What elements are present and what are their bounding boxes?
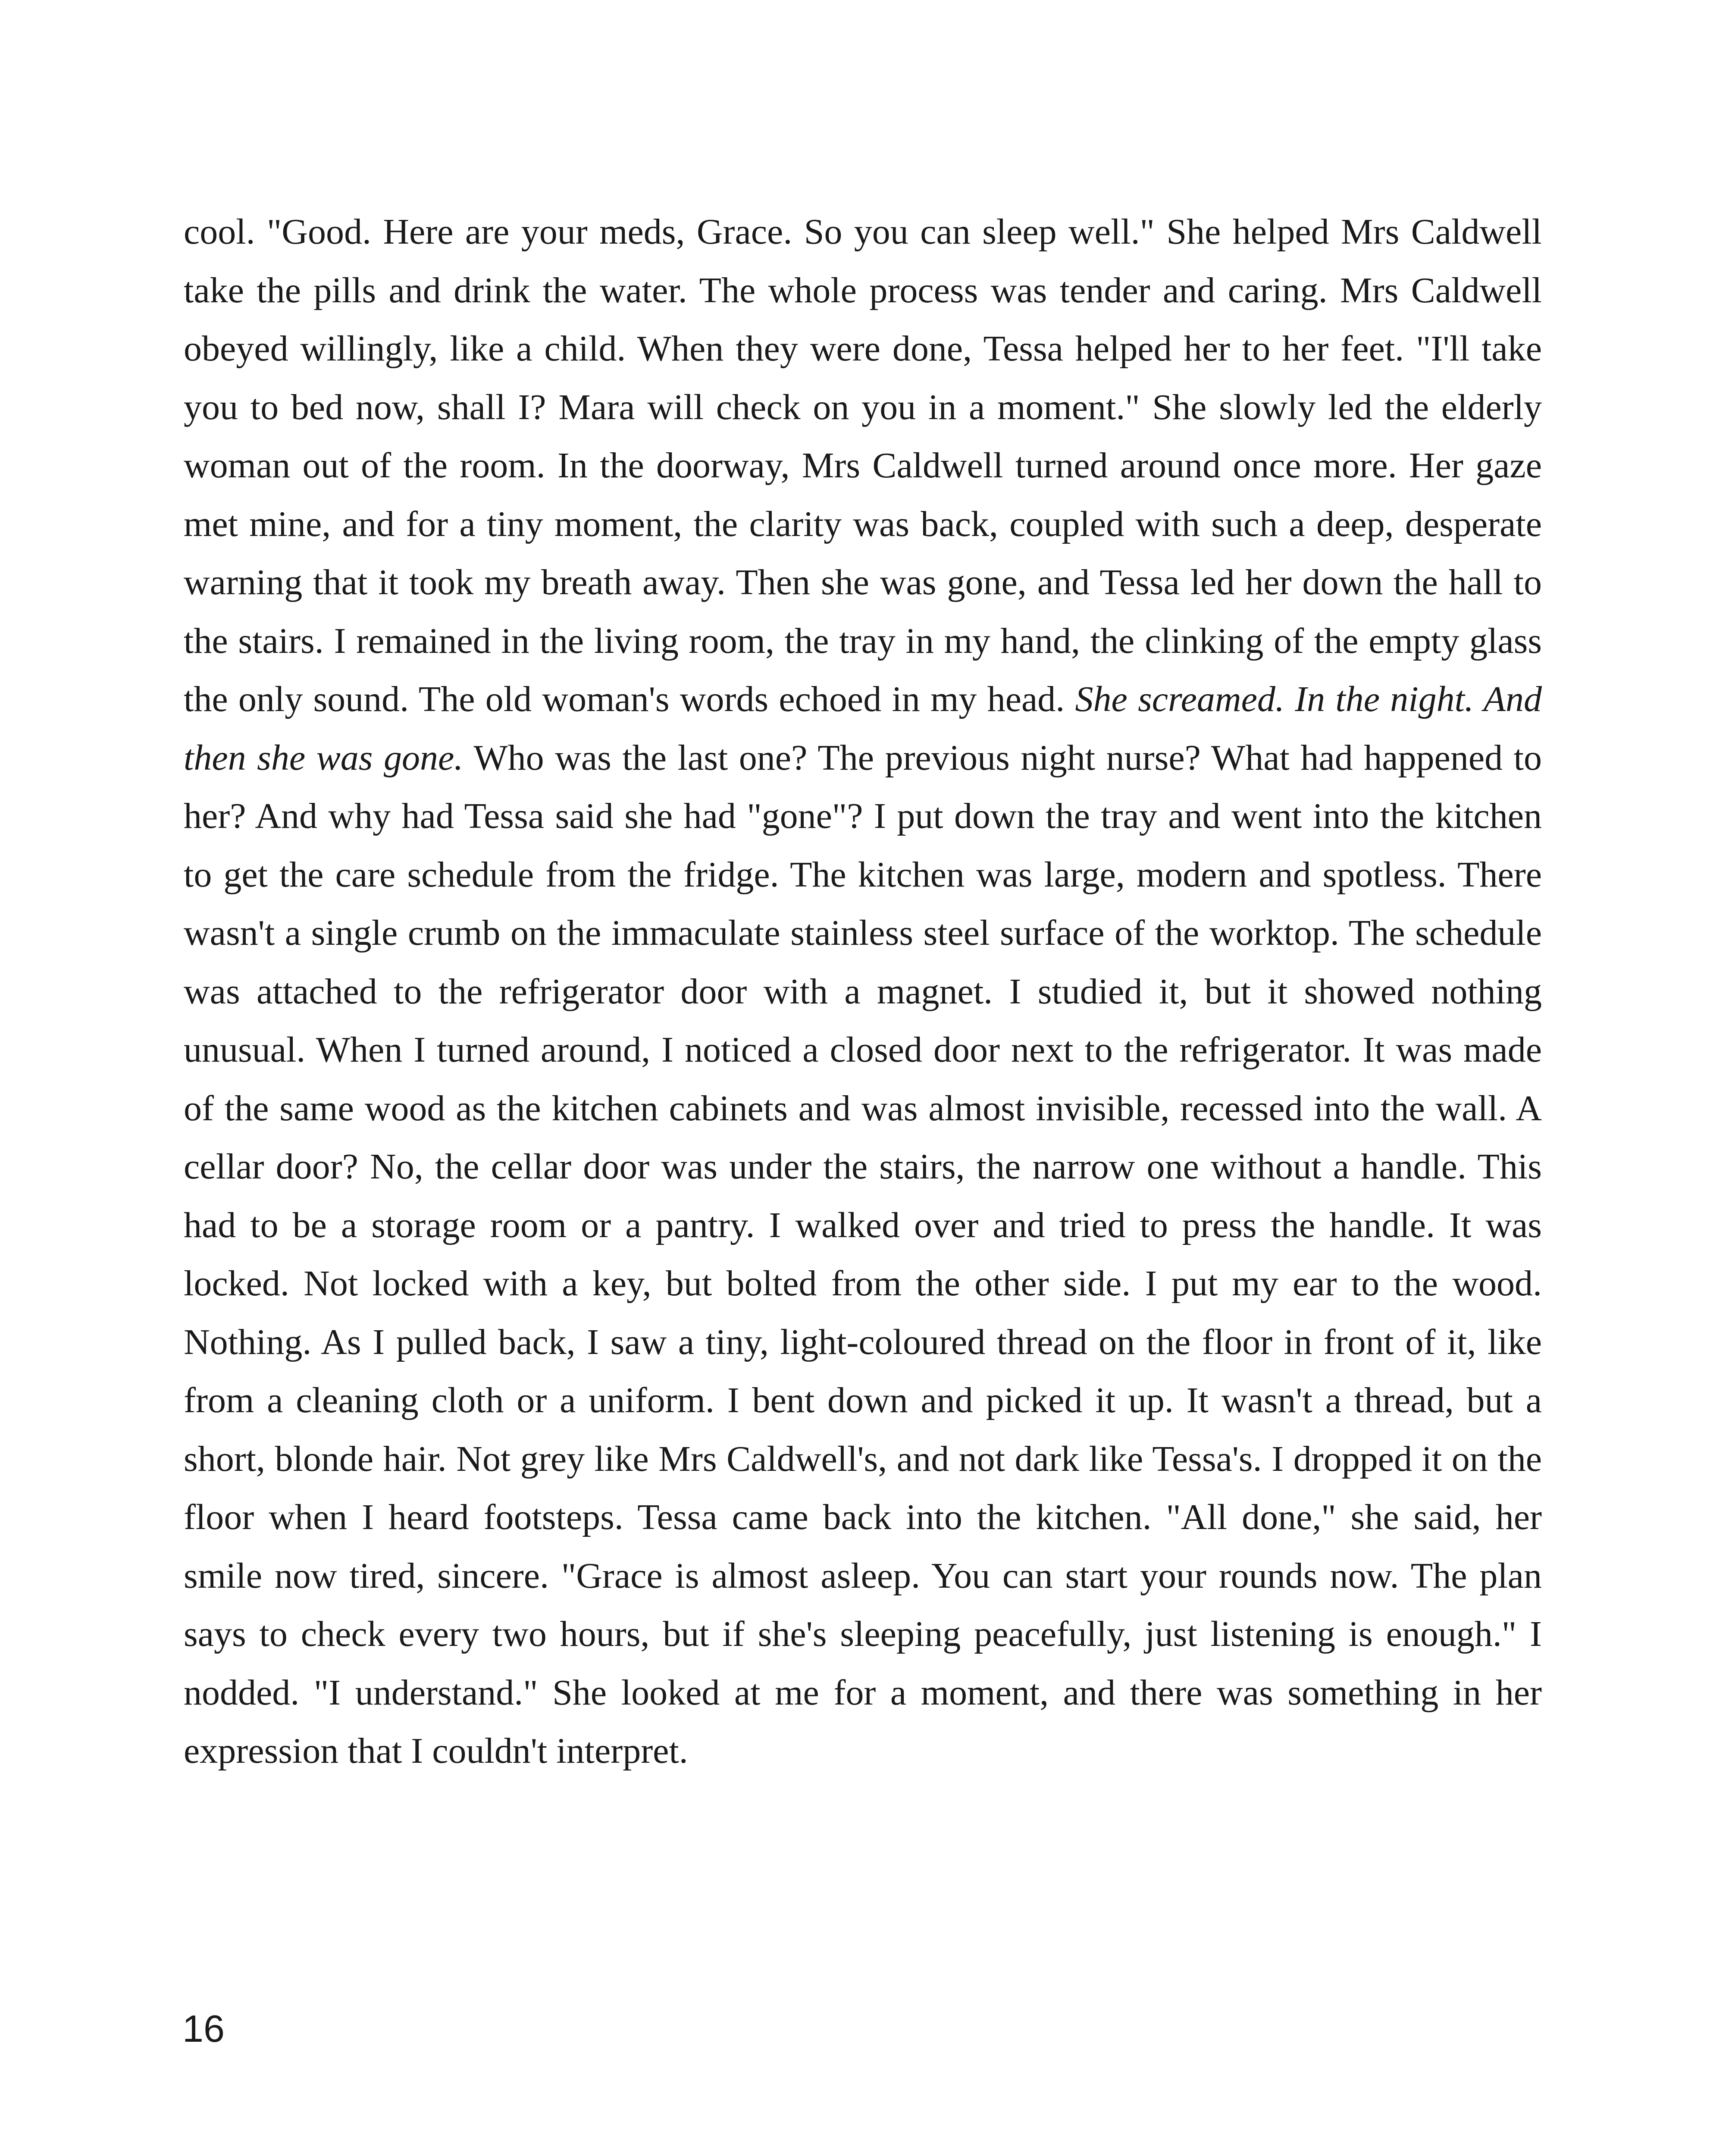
- body-paragraph: [184, 203, 1542, 1780]
- paragraph-text-part2: Who was the last one? The previous night nurse? What had happened to her? And why had Tessa said she had "gone"? I put down the tray and went into the kitchen to get the care schedule from the fridge. The kitchen was large, modern and spotless. There wasn't a single crumb on the immaculate stainless steel surface of the worktop. The schedule was attached to the refrigerator door with a magnet. I studied it, but it showed nothing unusual. When I turned around, I noticed a closed door next to the refrigerator. It was made of the same wood as the kitchen cabinets and was almost invisible, recessed into the wall. A cellar door? No, the cellar door was under the stairs, the narrow one without a handle. This had to be a storage room or a pantry. I walked over and tried to press the handle. It was locked. Not locked with a key, but bolted from the other side. I put my ear to the wood. Nothing. As I pulled back, I saw a tiny, light-coloured thread on the floor in front of it, like from a cleaning cloth or a uniform. I bent down and picked it up. It wasn't a thread, but a short, blonde hair. Not grey like Mrs Caldwell's, and not dark like Tessa's. I dropped it on the floor when I heard footsteps. Tessa came back into the kitchen. "All done," she said, her smile now tired, sincere. "Grace is almost asleep. You can start your rounds now. The plan says to check every two hours, but if she's sleeping peacefully, just listening is enough." I nodded. "I understand." She looked at me for a moment, and there was something in her expression that I couldn't interpret.: [184, 737, 1542, 1771]
- page-number: 16: [182, 2007, 225, 2050]
- paragraph-text-part1: cool. "Good. Here are your meds, Grace. So you can sleep well." She helped Mrs Caldwell take the pills and drink the water. The whole process was tender and caring. Mrs Caldwell obeyed willingly, like a child. When they were done, Tessa helped her to her feet. "I'll take you to bed now, shall I? Mara will check on you in a moment." She slowly led the elderly woman out of the room. In the doorway, Mrs Caldwell turned around once more. Her gaze met mine, and for a tiny moment, the clarity was back, coupled with such a deep, desperate warning that it took my breath away. Then she was gone, and Tessa led her down the hall to the stairs. I remained in the living room, the tray in my hand, the clinking of the empty glass the only sound. The old woman's words echoed in my head.: [184, 212, 1542, 719]
- paragraph-italic-quote: She screamed. In the night. And then she was gone.: [184, 679, 1542, 778]
- body-text: [184, 203, 1542, 1780]
